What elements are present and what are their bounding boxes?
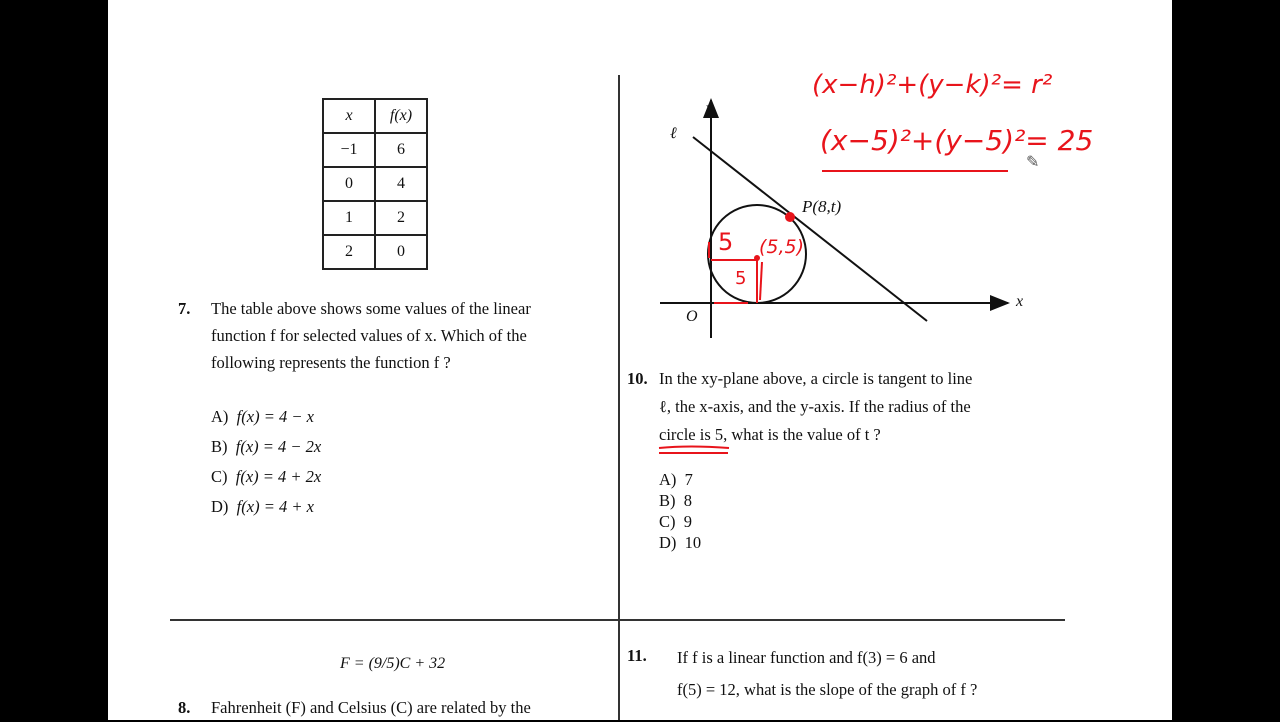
text-line: In the xy-plane above, a circle is tangent to line: [659, 369, 973, 388]
question-number: 7.: [178, 299, 191, 318]
question-8-text: Fahrenheit (F) and Celsius (C) are related by the: [211, 698, 531, 717]
option-b[interactable]: B) f(x) = 4 − 2x: [211, 437, 322, 456]
table-cell: 6: [375, 133, 427, 167]
point-p: [785, 212, 795, 222]
option-d[interactable]: D) 10: [659, 533, 702, 552]
handwritten-radius-label: 5: [735, 268, 747, 289]
table-cell: 0: [375, 235, 427, 269]
option-c[interactable]: C) 9: [659, 512, 692, 531]
origin-label: O: [686, 308, 698, 325]
table-cell: 2: [323, 235, 375, 269]
option-b[interactable]: B) 8: [659, 491, 692, 510]
table-cell: 1: [323, 201, 375, 235]
worksheet-page: [108, 0, 1172, 720]
handwritten-general-equation: (x−h)²+(y−k)²= r²: [812, 70, 1053, 100]
text-line: function f for selected values of x. Which of the: [211, 326, 527, 345]
line-label: ℓ: [670, 125, 677, 142]
table-cell: 0: [323, 167, 375, 201]
table-header: f(x): [375, 99, 427, 133]
question-11-text: [677, 642, 977, 706]
text-line: ℓ, the x-axis, and the y-axis. If the radius of the: [659, 397, 971, 416]
formula: F = (9/5)C + 32: [340, 655, 446, 672]
text-line: The table above shows some values of the linear: [211, 299, 531, 318]
text-line: following represents the function f ?: [211, 353, 451, 372]
option-a[interactable]: A) f(x) = 4 − x: [211, 407, 314, 426]
table-cell: 2: [375, 201, 427, 235]
question-10-text: [659, 365, 972, 449]
question-number: 11.: [627, 646, 647, 665]
option-c[interactable]: C) f(x) = 4 + 2x: [211, 467, 322, 486]
y-axis-label: y: [706, 100, 714, 117]
point-label: P(8,t): [802, 197, 842, 216]
option-d[interactable]: D) f(x) = 4 + x: [211, 497, 314, 516]
question-number: 10.: [627, 369, 648, 388]
table-cell: −1: [323, 133, 375, 167]
text-line: f(5) = 12, what is the slope of the graph of f ?: [677, 680, 978, 699]
x-axis-label: x: [1016, 293, 1024, 310]
option-a[interactable]: A) 7: [659, 470, 693, 489]
text-line: If f is a linear function and f(3) = 6 and: [677, 648, 936, 667]
table-cell: 4: [375, 167, 427, 201]
handwritten-radius-label: 5: [718, 228, 734, 256]
handwritten-center-label: (5,5): [759, 236, 805, 258]
question-number: 8.: [178, 698, 191, 717]
question-10-options: [659, 469, 701, 553]
text-line: circle is 5, what is the value of t ?: [659, 425, 881, 444]
pen-cursor-icon: ✎: [1026, 154, 1040, 171]
handwritten-circle-equation: (x−5)²+(y−5)²= 25: [820, 124, 1094, 157]
table-header: x: [323, 99, 375, 133]
